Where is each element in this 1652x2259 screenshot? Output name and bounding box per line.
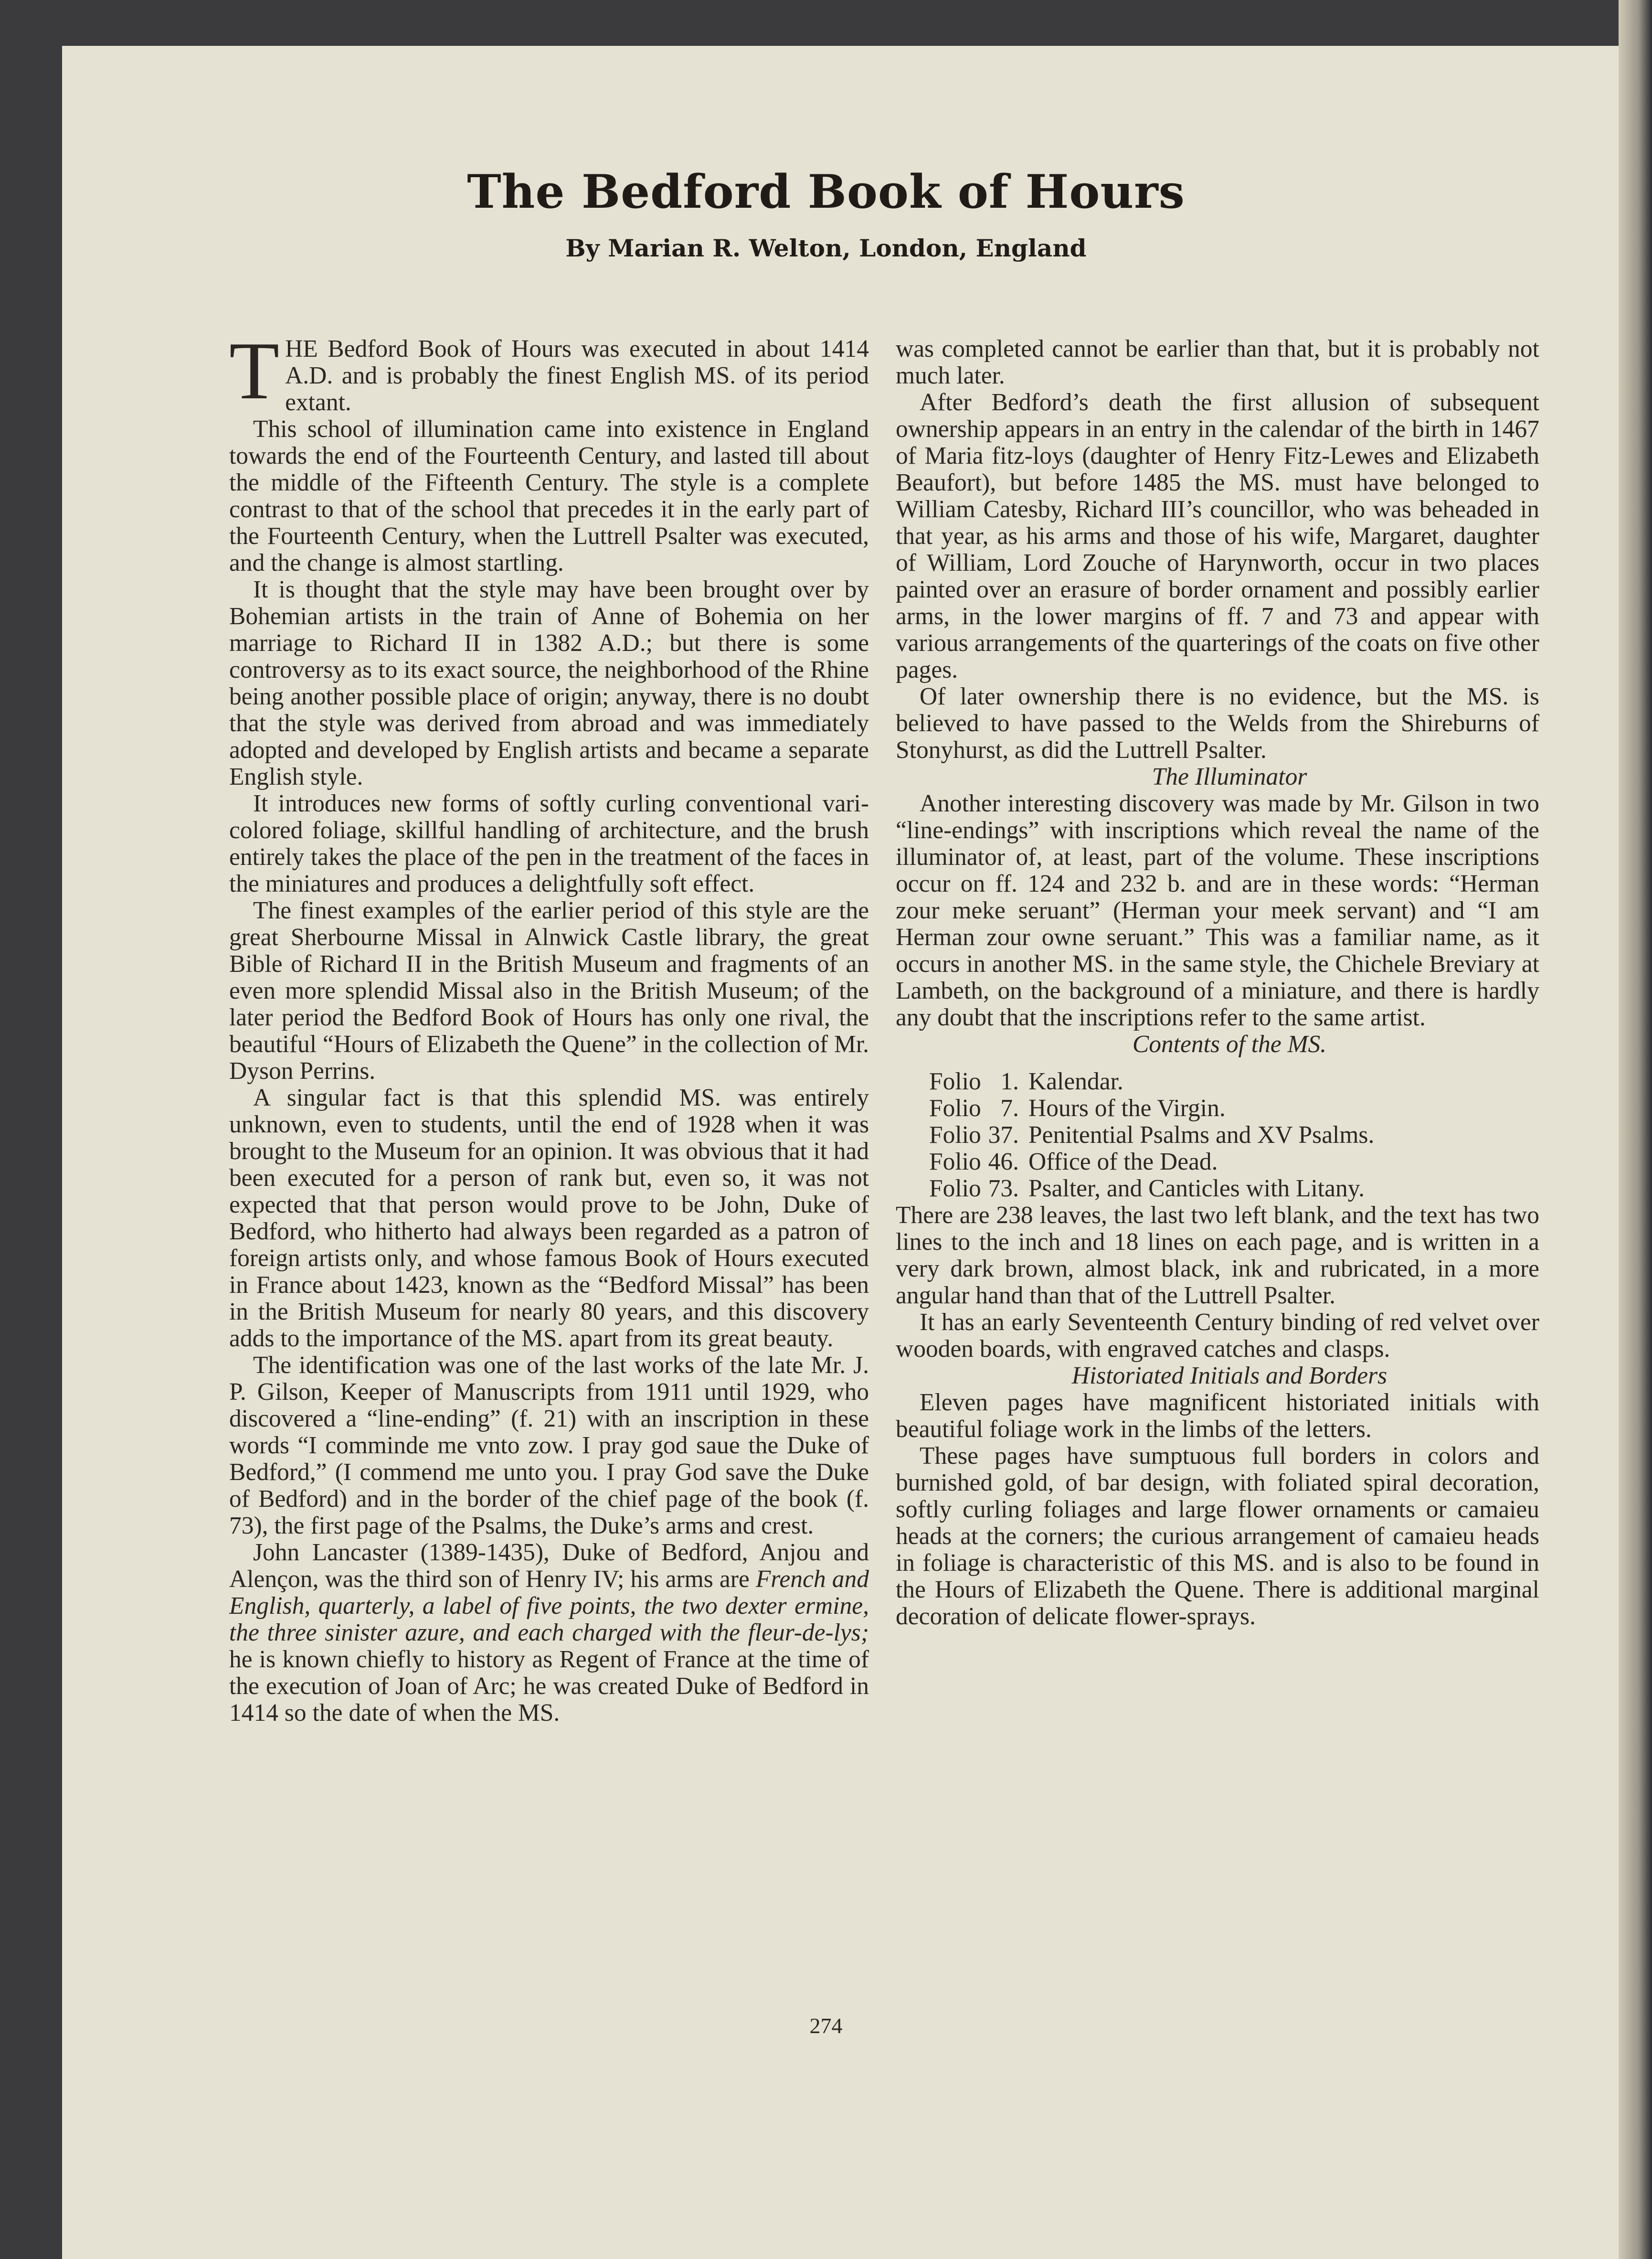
article-byline: By Marian R. Welton, London, England <box>565 234 1087 262</box>
folio-label: Folio <box>929 1148 981 1175</box>
section-heading: The Illuminator <box>1152 763 1307 790</box>
paragraph: There are 238 leaves, the last two left blank, and the text has two lines to the inch and 18 lines on each page, and is written in a very dark brown, almost black, ink and rubricated, in a more angular hand than that of the Luttrell Psalter. <box>896 1202 1539 1309</box>
paragraph-text: HE Bedford Book of Hours was executed in about 1414 A.D. and is probably the finest English MS. of its period extant. <box>285 335 869 416</box>
left-column <box>229 326 869 1726</box>
drop-cap: T <box>229 326 280 416</box>
paragraph-text: John Lancaster (1389-1435), Duke of Bedford, Anjou and Alençon, was the third son of Henry IV; his arms are <box>229 1539 869 1593</box>
paragraph: It introduces new forms of softly curling conventional vari-colored foliage, skillful handling of architecture, and the brush entirely takes the place of the pen in the treatment of the faces in the miniatures and produces a delightfully soft effect. <box>229 790 869 897</box>
folio-content: Penitential Psalms and XV Psalms. <box>1028 1121 1375 1149</box>
contents-row <box>896 1175 1539 1202</box>
paragraph: It is thought that the style may have been brought over by Bohemian artists in the train of Anne of Bohemia on her marriage to Richard II in 1382 A.D.; but there is some controversy as to its exact source, the neighborhood of the Rhine being another possible place of origin; anyway, there is no doubt that the style was derived from abroad and was immediately adopted and developed by English artists and became a separate English style. <box>229 576 869 790</box>
paragraph: It has an early Seventeenth Century binding of red velvet over wooden boards, with engraved catches and clasps. <box>896 1309 1539 1363</box>
paragraph <box>229 326 869 416</box>
paragraph: Eleven pages have magnificent historiated initials with beautiful foliage work in the limbs of the letters. <box>896 1389 1539 1443</box>
paragraph: Of later ownership there is no evidence, but the MS. is believed to have passed to the Welds from the Shireburns of Stonyhurst, as did the Luttrell Psalter. <box>896 683 1539 764</box>
paragraph: The identification was one of the last works of the late Mr. J. P. Gilson, Keeper of Manuscripts from 1911 until 1929, who discovered a “line-ending” (f. 21) with an inscription in these words “I comminde me vnto zow. I pray god saue the Duke of Bedford,” (I commend me unto you. I pray God save the Duke of Bedford) and in the border of the chief page of the book (f. 73), the first page of the Psalms, the Duke’s arms and crest. <box>229 1352 869 1539</box>
folio-label: Folio <box>929 1095 981 1122</box>
folio-number: 7. <box>1000 1095 1019 1122</box>
folio-content: Psalter, and Canticles with Litany. <box>1028 1175 1365 1202</box>
page-edge-shadow <box>1619 0 1652 2259</box>
article-title: The Bedford Book of Hours <box>467 165 1185 219</box>
right-column <box>896 336 1539 1630</box>
folio-content: Kalendar. <box>1028 1068 1123 1095</box>
contents-row <box>896 1149 1539 1175</box>
paragraph <box>229 1539 869 1726</box>
folio-number: 1. <box>1000 1068 1019 1095</box>
paragraph: Another interesting discovery was made by Mr. Gilson in two “line-endings” with inscriptions which reveal the name of the illuminator of, at least, part of the volume. These inscriptions occur on ff. 124 and 232 b. and are in these words: “Herman zour meke seruant” (Herman your meek servant) and “I am Herman zour owne seruant.” This was a familiar name, as it occurs in another MS. in the same style, the Chichele Breviary at Lambeth, on the background of a miniature, and there is hardly any doubt that the inscriptions refer to the same artist. <box>896 790 1539 1031</box>
paragraph: After Bedford’s death the first allusion of subsequent ownership appears in an entry in the calendar of the birth in 1467 of Maria fitz-loys (daughter of Henry Fitz-Lewes and Elizabeth Beaufort), but before 1485 the MS. must have belonged to William Catesby, Richard III’s councillor, who was beheaded in that year, as his arms and those of his wife, Margaret, daughter of William, Lord Zouche of Harynworth, occur in two places painted over an erasure of border ornament and possibly earlier arms, in the lower margins of ff. 7 and 73 and appear with various arrangements of the quarterings of the coats on five other pages. <box>896 389 1539 683</box>
section-heading: Historiated Initials and Borders <box>1071 1362 1387 1389</box>
contents-row <box>896 1122 1539 1149</box>
paragraph: was completed cannot be earlier than that, but it is probably not much later. <box>896 335 1539 389</box>
folio-content: Hours of the Virgin. <box>1028 1095 1226 1122</box>
page-number: 274 <box>809 2014 843 2038</box>
folio-number: 37. <box>988 1121 1019 1149</box>
paragraph: These pages have sumptuous full borders in colors and burnished gold, of bar design, with foliated spiral decoration, softly curling foliages and large flower ornaments or camaieu heads at the corners; the curious arrangement of camaieu heads in foliage is characteristic of this MS. and is also to be found in the Hours of Elizabeth the Quene. There is additional marginal decoration of delicate flower-sprays. <box>896 1442 1539 1630</box>
contents-row <box>896 1068 1539 1095</box>
paragraph-text: he is known chiefly to history as Regent of France at the time of the execution of Joan of Arc; he was created Duke of Bedford in 1414 so the date of when the MS. <box>229 1646 869 1726</box>
blazon-text: French and English, quarterly, a label of five points, the two dexter ermine, the three sinister azure, and each charged with the fleur-de-lys; <box>229 1566 869 1646</box>
folio-label: Folio <box>929 1068 981 1095</box>
folio-label: Folio <box>929 1121 981 1149</box>
paragraph: The finest examples of the earlier period of this style are the great Sherbourne Missal in Alnwick Castle library, the great Bible of Richard II in the British Museum and fragments of an even more splendid Missal also in the British Museum; of the later period the Bedford Book of Hours has only one rival, the beautiful “Hours of Elizabeth the Quene” in the collection of Mr. Dyson Perrins. <box>229 897 869 1085</box>
folio-number: 73. <box>988 1175 1019 1202</box>
top-background <box>0 0 1652 46</box>
folio-label: Folio <box>929 1175 981 1202</box>
folio-content: Office of the Dead. <box>1028 1148 1218 1175</box>
contents-row <box>896 1095 1539 1122</box>
folio-number: 46. <box>988 1148 1019 1175</box>
contents-list <box>896 1068 1539 1202</box>
paragraph: A singular fact is that this splendid MS. was entirely unknown, even to students, until the end of 1928 when it was brought to the Museum for an opinion. It was obvious that it had been executed for a person of rank but, even so, it was not expected that that person would prove to be John, Duke of Bedford, who hitherto had always been regarded as a patron of foreign artists only, and whose famous Book of Hours executed in France about 1423, known as the “Bedford Missal” has been in the British Museum for nearly 80 years, and this discovery adds to the importance of the MS. apart from its great beauty. <box>229 1084 869 1352</box>
paragraph: This school of illumination came into existence in England towards the end of the Fourteenth Century, and lasted till about the middle of the Fifteenth Century. The style is a complete contrast to that of the school that precedes it in the early part of the Fourteenth Century, when the Luttrell Psalter was executed, and the change is almost startling. <box>229 416 869 576</box>
section-heading: Contents of the MS. <box>1132 1031 1327 1058</box>
